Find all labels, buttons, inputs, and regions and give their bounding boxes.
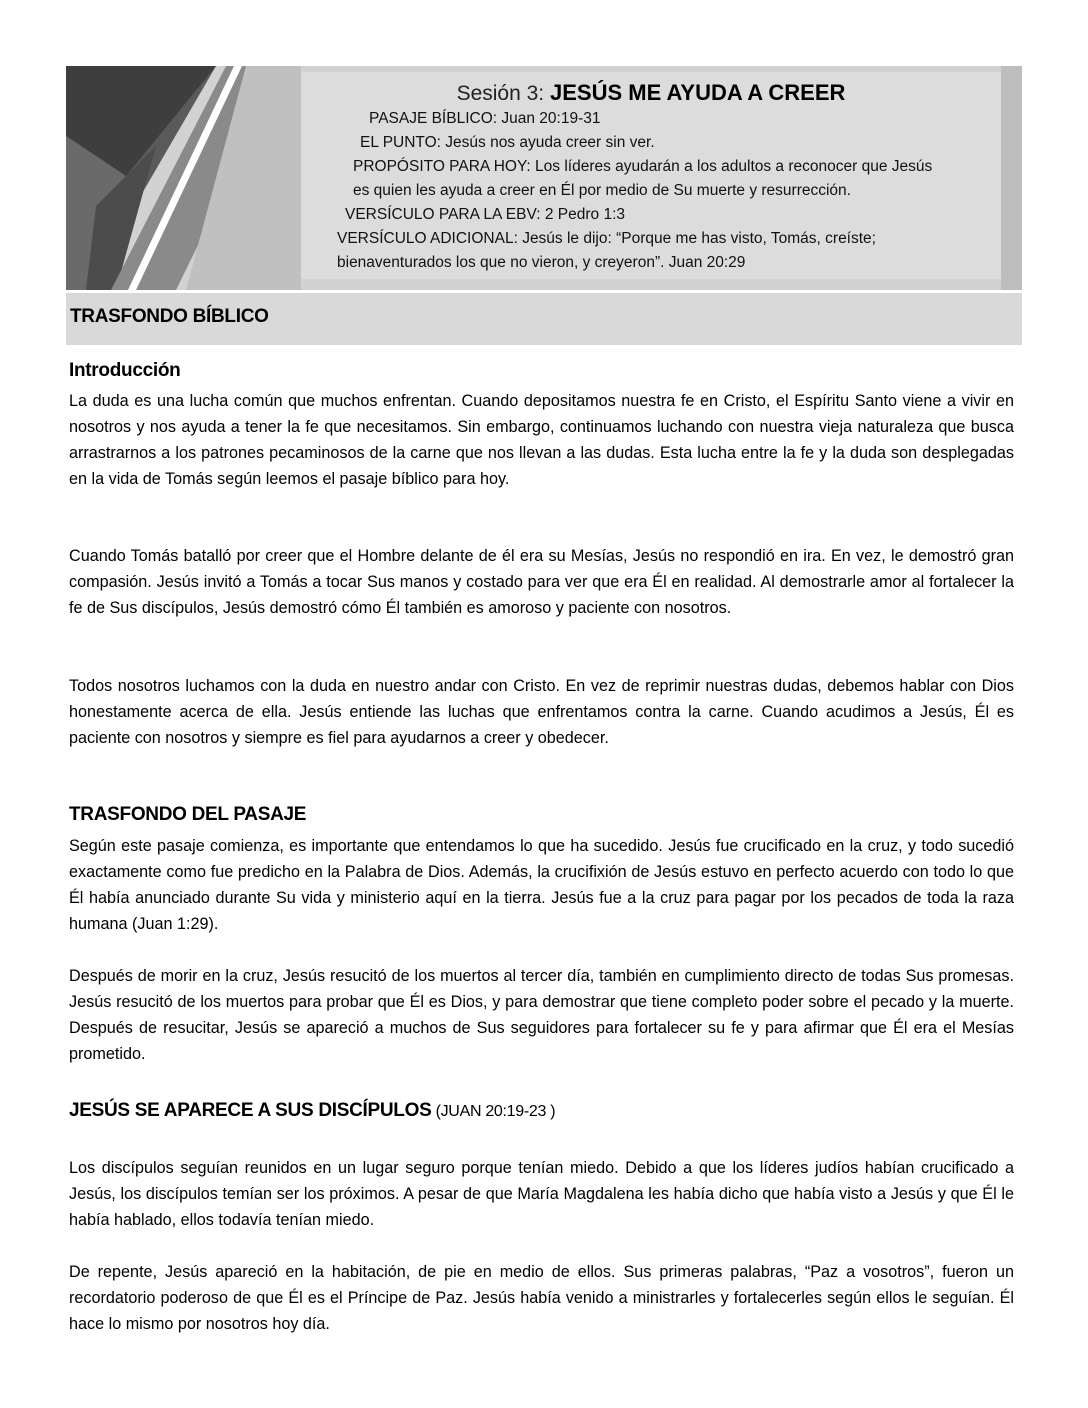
appears-heading-text: JESÚS SE APARECE A SUS DISCÍPULOS	[69, 1100, 432, 1121]
header-line-additional: VERSÍCULO ADICIONAL: Jesús le dijo: “Porque me has visto, Tomás, creíste;	[337, 230, 876, 247]
appears-heading-reference: (JUAN 20:19-23 )	[431, 1103, 556, 1120]
intro-paragraph-3: Todos nosotros luchamos con la duda en nuestro andar con Cristo. En vez de reprimir nuestras dudas, debemos hablar con Dios honestamente acerca de ella. Jesús entiende las luchas que enfrentamos contra la carne. Cuando acudimos a Jesús, Él es paciente con nosotros y siempre es fiel para ayudarnos a creer y obedecer.	[69, 677, 1014, 747]
header-line-additional-cont: bienaventurados los que no vieron, y creyeron”. Juan 20:29	[337, 254, 746, 271]
session-title-bold: JESÚS ME AYUDA A CREER	[549, 80, 846, 105]
section-title: TRASFONDO BÍBLICO	[70, 306, 269, 327]
appears-heading	[69, 1100, 555, 1122]
header-line-purpose: PROPÓSITO PARA HOY: Los líderes ayudarán a los adultos a reconocer que Jesús	[353, 158, 933, 175]
passage-paragraph-1: Según este pasaje comienza, es importante que entendamos lo que ha sucedido. Jesús fue crucificado en la cruz, y todo sucedió exactamente como fue predicho en la Palabra de Dios. Además, la crucifixión de Jesús estuvo en perfecto acuerdo con todo lo que Él había anunciado durante Su vida y ministerio aquí en la tierra. Jesús fue a la cruz para pagar por los pecados de toda la raza humana (Juan 1:29).	[69, 837, 1014, 933]
intro-paragraph-2: Cuando Tomás batalló por creer que el Hombre delante de él era su Mesías, Jesús no respondió en ira. En vez, le demostró gran compasión. Jesús invitó a Tomás a tocar Sus manos y costado para ver que era Él en realidad. Al demostrarle amor al fortalecer la fe de Sus discípulos, Jesús demostró cómo Él también es amoroso y paciente con nosotros.	[69, 547, 1014, 617]
session-header	[66, 66, 1022, 290]
appears-paragraph-2: De repente, Jesús apareció en la habitación, de pie en medio de ellos. Sus primeras palabras, “Paz a vosotros”, fueron un recordatorio poderoso de que Él es el Príncipe de Paz. Jesús había venido a ministrarles y fortalecerles según ellos le seguían. Él hace lo mismo por nosotros hoy día.	[69, 1263, 1014, 1333]
header-line-purpose-cont: es quien les ayuda a creer en Él por medio de Su muerte y resurrección.	[353, 182, 851, 199]
passage-paragraph-2: Después de morir en la cruz, Jesús resucitó de los muertos al tercer día, también en cumplimiento directo de todas Sus promesas. Jesús resucitó de los muertos para probar que Él es Dios, y para demostrar que tiene completo poder sobre el pecado y la muerte. Después de resucitar, Jesús se apareció a muchos de Sus seguidores para fortalecer su fe y para afirmar que Él era el Mesías prometido.	[69, 967, 1014, 1063]
header-line-point: EL PUNTO: Jesús nos ayuda creer sin ver.	[360, 134, 655, 151]
section-title-bar	[66, 293, 1022, 345]
passage-heading: TRASFONDO DEL PASAJE	[69, 804, 307, 825]
intro-paragraph-1: La duda es una lucha común que muchos enfrentan. Cuando depositamos nuestra fe en Cristo, el Espíritu Santo viene a vivir en nosotros y nos ayuda a tener la fe que necesitamos. Sin embargo, continuamos luchando con nuestra vieja naturaleza que busca arrastrarnos a los patrones pecaminosos de la carne que nos llevan a las dudas. Esta lucha entre la fe y la duda son desplegadas en la vida de Tomás según leemos el pasaje bíblico para hoy.	[69, 392, 1014, 488]
header-line-passage: PASAJE BÍBLICO: Juan 20:19-31	[369, 110, 601, 127]
header-line-ebv: VERSÍCULO PARA LA EBV: 2 Pedro 1:3	[345, 206, 625, 223]
intro-heading: Introducción	[69, 360, 181, 381]
session-title: Sesión 3: JESÚS ME AYUDA A CREER	[456, 80, 846, 105]
session-info-box	[301, 72, 1001, 279]
appears-paragraph-1: Los discípulos seguían reunidos en un lugar seguro porque tenían miedo. Debido a que los líderes judíos habían crucificado a Jesús, los discípulos temían ser los próximos. A pesar de que María Magdalena les había dicho que había visto a Jesús y que Él le había hablado, ellos todavía tenían miedo.	[69, 1159, 1014, 1229]
